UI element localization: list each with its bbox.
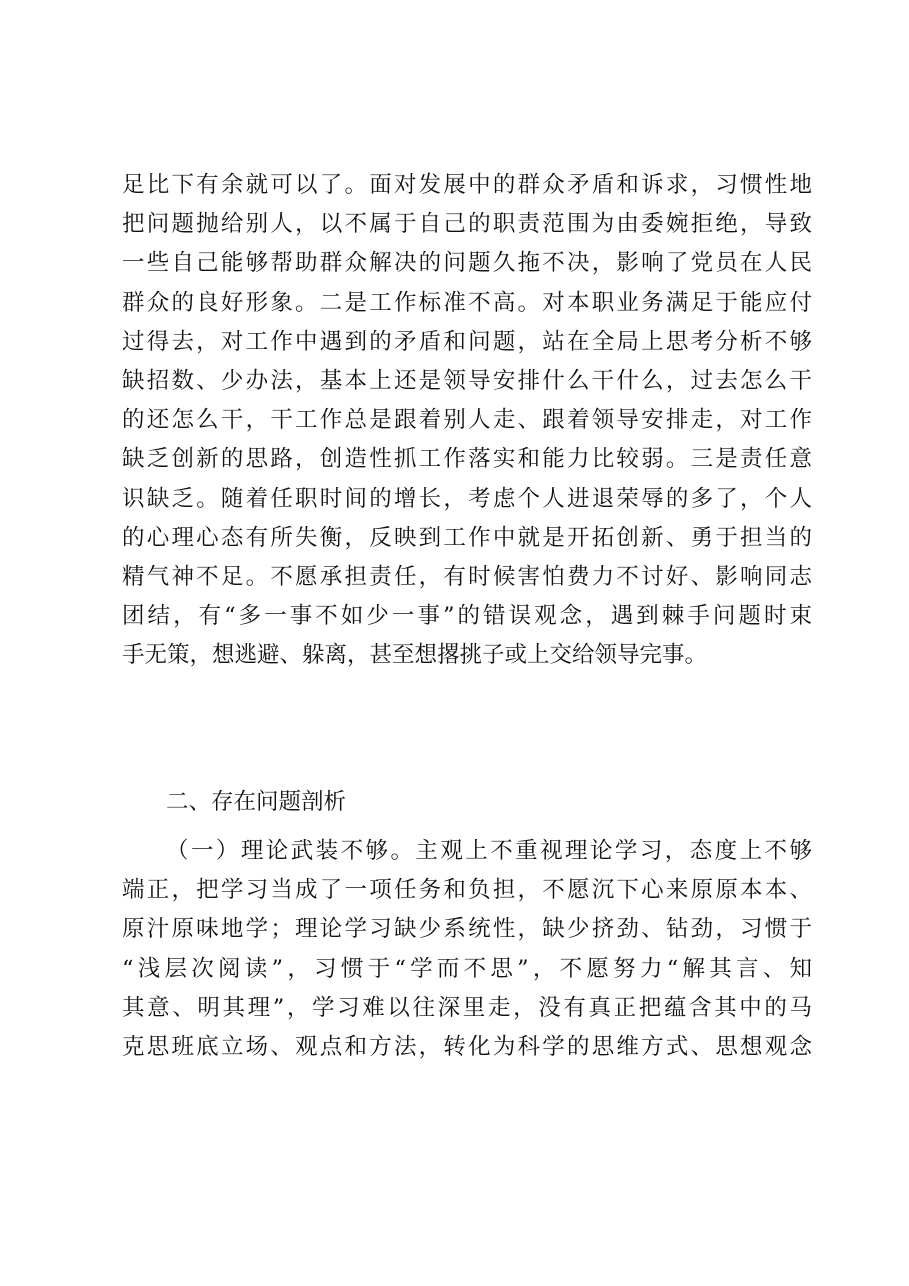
paragraph-2-line: 端正，把学习当成了一项任务和负担，不愿沉下心来原原本本、: [122, 877, 812, 904]
paragraph-1-line: 缺招数、少办法，基本上还是领导安排什么干什么，过去怎么干: [122, 367, 812, 394]
paragraph-1-line: 缺乏创新的思路，创造性抓工作落实和能力比较弱。三是责任意: [122, 446, 812, 473]
paragraph-1-line: 群众的良好形象。二是工作标准不高。对本职业务满足于能应付: [122, 289, 812, 316]
paragraph-1-line: 的还怎么干，干工作总是跟着别人走、跟着领导安排走，对工作: [122, 407, 812, 434]
paragraph-1: [122, 166, 812, 675]
paragraph-1-line: 手无策，想逃避、躲离，甚至想撂挑子或上交给领导完事。: [122, 642, 708, 669]
paragraph-1-line: 识缺乏。随着任职时间的增长，考虑个人进退荣辱的多了，个人: [122, 485, 812, 512]
paragraph-1-line: 把问题抛给别人，以不属于自己的职责范围为由委婉拒绝，导致: [122, 211, 812, 238]
paragraph-1-line: 的心理心态有所失衡，反映到工作中就是开拓创新、勇于担当的: [122, 524, 812, 551]
paragraph-1-line: 足比下有余就可以了。面对发展中的群众矛盾和诉求，习惯性地: [122, 172, 812, 198]
paragraph-2-line: 克思班底立场、观点和方法，转化为科学的思维方式、思想观念: [122, 1033, 812, 1060]
paragraph-2-line: “浅层次阅读”，习惯于“学而不思”，不愿努力“解其言、知: [122, 955, 812, 982]
paragraph-2-line: 其意、明其理”，学习难以往深里走，没有真正把蕴含其中的马: [122, 994, 812, 1021]
paragraph-1-line: 精气神不足。不愿承担责任，有时候害怕费力不讨好、影响同志: [122, 563, 812, 590]
paragraph-2: [122, 832, 812, 1067]
paragraph-1-line: 一些自己能够帮助群众解决的问题久拖不决，影响了党员在人民: [122, 250, 812, 277]
paragraph-2-line: 原汁原味地学；理论学习缺少系统性，缺少挤劲、钻劲，习惯于: [122, 916, 812, 943]
section-heading: 二、存在问题剖析: [166, 789, 347, 815]
paragraph-1-line: 过得去，对工作中遇到的矛盾和问题，站在全局上思考分析不够: [122, 328, 812, 355]
paragraph-2-line: （一）理论武装不够。主观上不重视理论学习，态度上不够: [166, 838, 812, 864]
paragraph-1-line: 团结，有“多一事不如少一事”的错误观念，遇到棘手问题时束: [122, 603, 812, 630]
